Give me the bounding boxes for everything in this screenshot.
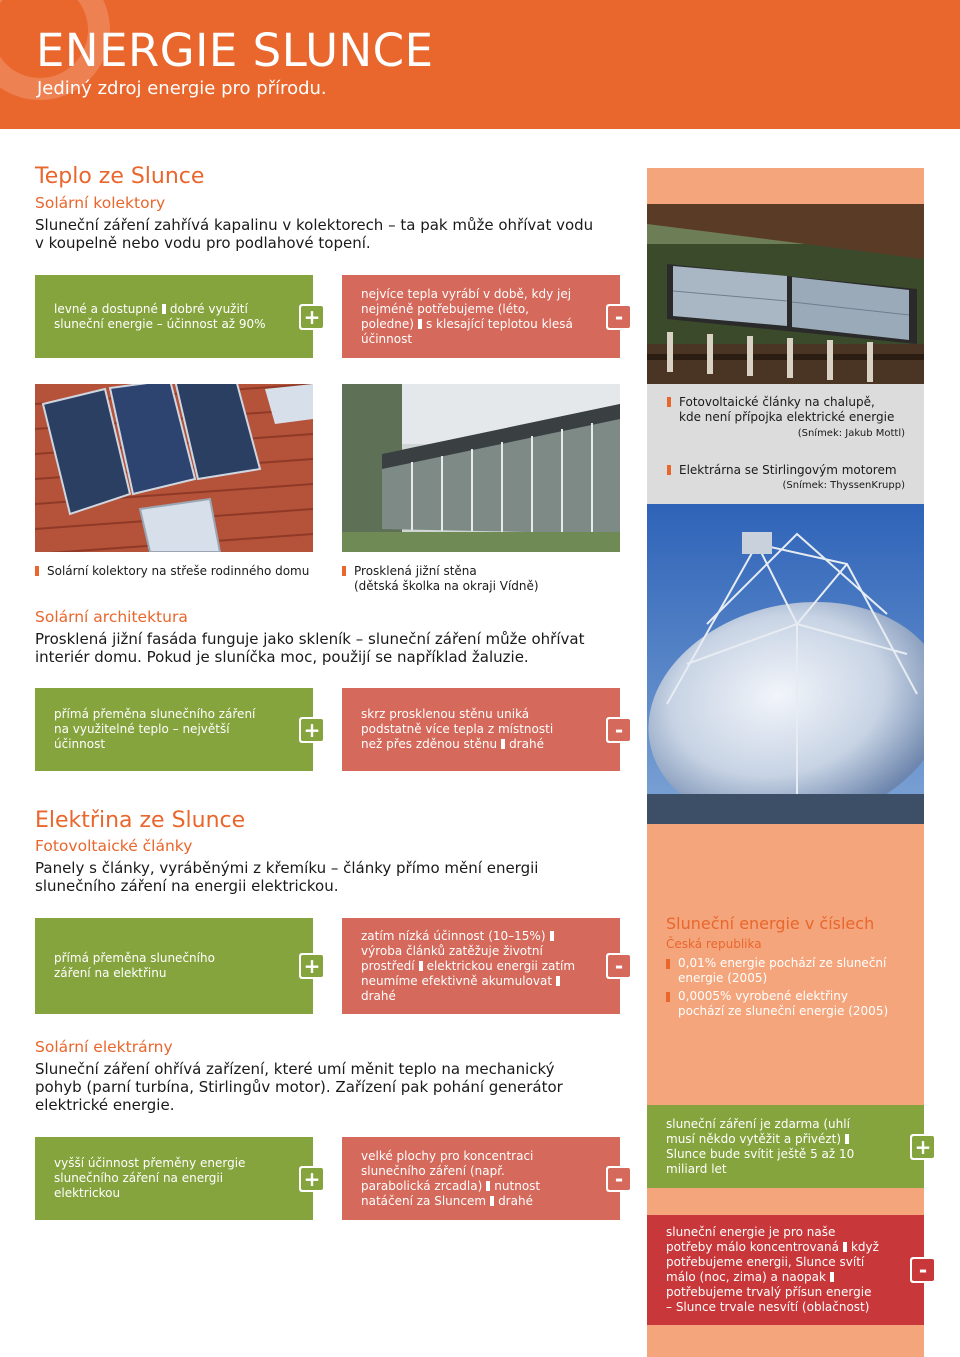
separator-icon	[843, 1242, 847, 1252]
separator-icon	[556, 976, 560, 986]
subtitle-architecture: Solární architektura	[35, 608, 188, 626]
bullet-icon	[342, 566, 346, 576]
caption-roof: Solární kolektory na střeše rodinného domu	[35, 564, 313, 579]
photo-cottage-pv-panels	[647, 204, 924, 384]
minus-icon: -	[606, 304, 632, 330]
numbers-fact-2: 0,0005% vyrobené elektřiny pochází ze sluneční energie (2005)	[666, 989, 896, 1019]
separator-icon	[845, 1134, 849, 1144]
con-box-architecture: skrz prosklenou stěnu uniká podstatně více tepla z místnosti než přes zděnou stěnu drahé -	[342, 688, 620, 771]
credit-stirling: (Snímek: ThyssenKrupp)	[782, 480, 905, 491]
numbers-fact-1: 0,01% energie pochází ze sluneční energie (2005)	[666, 956, 896, 986]
page-subtitle: Jediný zdroj energie pro přírodu.	[37, 78, 327, 99]
bullet-icon	[666, 992, 670, 1002]
plus-icon: +	[910, 1134, 936, 1160]
subtitle-collectors: Solární kolektory	[35, 194, 166, 212]
pro-box-collectors: levné a dostupné dobré využití sluneční energie – účinnost až 90% +	[35, 275, 313, 358]
plus-icon: +	[299, 1166, 325, 1192]
numbers-title: Sluneční energie v číslech	[666, 914, 875, 933]
caption-glass: Prosklená jižní stěna (dětská školka na okraji Vídně)	[342, 564, 620, 594]
text-plants: Sluneční záření ohřívá zařízení, které umí měnit teplo na mechanický pohyb (parní turbína, Stirlingův motor). Zařízení pak pohání generátor elektrické energie.	[35, 1060, 563, 1114]
section-title-electricity: Elektřina ze Slunce	[35, 808, 246, 833]
separator-icon	[162, 304, 166, 314]
page-title: ENERGIE SLUNCE	[36, 24, 434, 77]
section-title-heat: Teplo ze Slunce	[35, 164, 205, 189]
photo-glass-wall	[342, 384, 620, 552]
photo-roof-collectors	[35, 384, 313, 552]
pro-box-plants: vyšší účinnost přeměny energie slunečního záření na energii elektrickou +	[35, 1137, 313, 1220]
subtitle-pv: Fotovoltaické články	[35, 837, 193, 855]
numbers-region: Česká republika	[666, 937, 762, 951]
subtitle-plants: Solární elektrárny	[35, 1038, 173, 1056]
credit-cottage: (Snímek: Jakub Mottl)	[797, 428, 905, 439]
photo-stirling-dish	[647, 504, 924, 824]
summary-pro-box: sluneční záření je zdarma (uhlí musí někdo vytěžit a přivézt)Slunce bude svítit ještě 5 až 10 miliard let +	[647, 1105, 924, 1188]
separator-icon	[830, 1272, 834, 1282]
minus-icon: -	[606, 953, 632, 979]
bullet-icon	[666, 959, 670, 969]
plus-icon: +	[299, 717, 325, 743]
separator-icon	[419, 961, 423, 971]
con-box-plants: velké plochy pro koncentraci slunečního záření (např. parabolická zrcadla) nutnost natáčení za Sluncem drahé -	[342, 1137, 620, 1220]
caption-cottage: Fotovoltaické články na chalupě, kde není přípojka elektrické energie	[667, 395, 917, 425]
text-pv: Panely s články, vyráběnými z křemíku – články přímo mění energii slunečního záření na energii elektrickou.	[35, 859, 539, 895]
bullet-icon	[667, 465, 671, 475]
separator-icon	[550, 931, 554, 941]
header-banner	[0, 0, 960, 129]
separator-icon	[418, 319, 422, 329]
con-box-pv: zatím nízká účinnost (10–15%)výroba článků zatěžuje životní prostředí elektrickou energii zatím neumíme efektivně akumulovatdrahé -	[342, 918, 620, 1014]
minus-icon: -	[606, 1166, 632, 1192]
pro-box-architecture: přímá přeměna slunečního záření na využitelné teplo – největší účinnost +	[35, 688, 313, 771]
bullet-icon	[35, 566, 39, 576]
separator-icon	[490, 1196, 494, 1206]
text-architecture: Prosklená jižní fasáda funguje jako skleník – sluneční záření může ohřívat interiér domu. Pokud je sluníčka moc, použijí se například žaluzie.	[35, 630, 585, 666]
text-collectors: Sluneční záření zahřívá kapalinu v kolektorech – ta pak může ohřívat vodu v koupelně nebo vodu pro podlahové topení.	[35, 216, 594, 252]
separator-icon	[486, 1181, 490, 1191]
summary-con-box: sluneční energie je pro naše potřeby málo koncentrovaná když potřebujeme energii, Slunce svítí málo (noc, zima) a naopakpotřebujeme trvalý přísun energie – Slunce trvale nesvítí (oblačnost) -	[647, 1215, 924, 1325]
separator-icon	[501, 739, 505, 749]
minus-icon: -	[606, 717, 632, 743]
con-box-collectors: nejvíce tepla vyrábí v době, kdy jej nejméně potřebujeme (léto, poledne) s klesající teplotou klesá účinnost -	[342, 275, 620, 358]
plus-icon: +	[299, 953, 325, 979]
minus-icon: -	[910, 1257, 936, 1283]
plus-icon: +	[299, 304, 325, 330]
bullet-icon	[667, 397, 671, 407]
caption-stirling: Elektrárna se Stirlingovým motorem	[667, 463, 917, 478]
pro-box-pv: přímá přeměna slunečního záření na elektřinu +	[35, 918, 313, 1014]
